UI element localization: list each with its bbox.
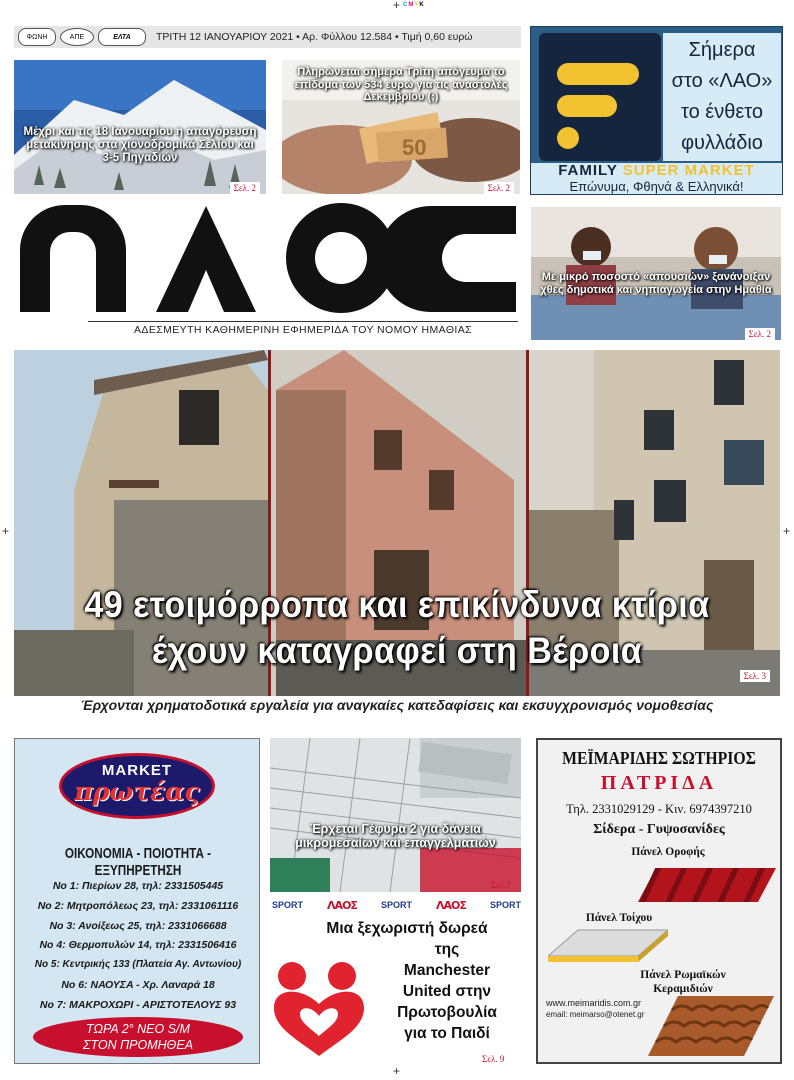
roof-panel-image [638, 862, 776, 914]
ad-line-1: Σήμερα [688, 39, 756, 61]
manu-line: United στην [402, 983, 492, 1000]
store-line: Νο 7: ΜΑΚΡΟΧΩΡΙ - ΑΡΙΣΤΟΤΕΛΟΥΣ 93 [39, 999, 237, 1011]
proteas-logo [59, 753, 215, 819]
manu-line: για το Παιδί [404, 1025, 490, 1042]
school-page-ref: Σελ. 2 [745, 328, 775, 340]
elta-logo: ΕΛΤΑ [98, 28, 146, 46]
crop-mark-top: + [393, 0, 401, 12]
lao-logo [16, 200, 523, 318]
store-line: Νο 3: Ανοίξεως 25, τηλ: 2331066688 [49, 920, 227, 932]
meimar-email[interactable]: email: meimarso@otenet.gr [546, 1010, 645, 1019]
money-story[interactable] [282, 60, 520, 194]
main-headline-line-2: έχουν καταγραφεί στη Βέροια [151, 630, 643, 671]
gefyra-caption: Έρχεται Γέφυρα 2 για δάνεια μικρομεσαίων και επαγγελματιών [295, 822, 496, 851]
wall-panel-image [548, 926, 668, 966]
panel-tile-line-1: Πάνελ Ρωμαϊκών [640, 969, 726, 981]
masthead[interactable] [16, 200, 523, 340]
family-brand-b: SUPER MARKET [622, 162, 755, 179]
ad-line-3: το ένθετο [681, 101, 763, 123]
manu-line: Manchester [403, 962, 491, 979]
store-line: Νο 6: ΝΑΟΥΣΑ - Χρ. Λαναρά 18 [61, 979, 215, 991]
money-caption: Πληρώνεται σήμερα Τρίτη απόγευμα το επίδομα των 534 ευρώ για τις αναστολές Δεκεμβρίου (;) [294, 66, 508, 104]
heart-icon [270, 958, 368, 1058]
family-logo-box [539, 33, 661, 161]
crop-mark-right: + [783, 524, 791, 538]
family-f-icon [539, 33, 661, 161]
store-line: Νο 2: Μητροπόλεως 23, τηλ: 2331061116 [37, 900, 239, 912]
crop-mark-left: + [2, 524, 10, 538]
svg-text:50: 50 [402, 135, 427, 160]
main-page-ref: Σελ. 3 [740, 670, 770, 682]
main-headline [45, 582, 750, 674]
meimar-products: Σίδερα - Γυψοσανίδες [593, 822, 725, 837]
market-badge: MARKET [101, 762, 173, 779]
dateline: ΤΡΙΤΗ 12 ΙΑΝΟΥΑΡΙΟΥ 2021 • Αρ. Φύλλου 12.584 • Τιμή 0,60 ευρώ [156, 31, 473, 43]
panel-wall-label: Πάνελ Τοίχου [585, 912, 653, 924]
main-story[interactable] [14, 350, 780, 696]
ad-line-4: φυλλάδιο [681, 132, 763, 154]
ski-story[interactable] [14, 60, 266, 194]
sport-label: SPORT [380, 900, 412, 910]
panel-tile-label [588, 968, 778, 996]
proteas-market-ad[interactable] [14, 738, 260, 1064]
roof-tile-image [648, 996, 774, 1060]
cmyk-strip: CMYK [403, 2, 425, 8]
initiative-heart-icon [270, 958, 368, 1058]
manu-line: Πρωτοβουλία [397, 1004, 497, 1021]
new-store-promo [33, 1017, 243, 1057]
family-brand-strip [531, 163, 782, 194]
issue-info-bar [14, 26, 521, 48]
promo-line-2: ΣΤΟΝ ΠΡΟΜΗΘΕΑ [82, 1038, 194, 1052]
sport-bar[interactable] [272, 897, 521, 913]
manu-page-ref: Σελ. 9 [482, 1054, 505, 1064]
manu-line: Μια ξεχωριστή δωρεά [326, 920, 488, 937]
meimar-web[interactable]: www.meimaridis.com.gr [546, 998, 642, 1008]
main-subhead: Έρχονται χρηματοδοτικά εργαλεία για αναγκαίες κατεδαφίσεις και εκσυγχρονισμός νομοθεσίας [80, 697, 714, 713]
family-brand-a: FAMILY [558, 162, 618, 179]
meimaridis-ad[interactable] [536, 738, 782, 1064]
store-line: Νο 5: Κεντρικής 133 (Πλατεία Αγ. Αντωνίου) [34, 959, 242, 970]
school-caption: Με μικρό ποσοστό «απουσιών» ξανάνοιξαν χθες δημοτικά και νηπιαγωγεία στην Ημαθία [540, 271, 772, 296]
family-ad-text [663, 33, 781, 161]
ad-line-2: στο «ΛΑΟ» [671, 70, 773, 92]
sport-label: SPORT [489, 900, 521, 910]
gefyra-story[interactable] [270, 738, 521, 892]
partner-logo: ΦΩΝΗ [18, 28, 56, 46]
meimar-phones: Τηλ. 2331029129 - Κιν. 6974397210 [566, 802, 752, 816]
family-slogan: Επώνυμα, Φθηνά & Ελληνικά! [569, 179, 744, 194]
promo-line-1: ΤΩΡΑ 2° ΝΕΟ S/M [86, 1022, 190, 1036]
proteas-brand: πρωτέας [74, 777, 200, 806]
sport-lao-logo: ΛΑΟΣ [327, 898, 357, 912]
ski-page-ref: Σελ. 2 [230, 182, 260, 194]
masthead-subtitle: ΑΔΕΣΜΕΥΤΗ ΚΑΘΗΜΕΡΙΝΗ ΕΦΗΜΕΡΙΔΑ ΤΟΥ ΝΟΜΟΥ ΗΜΑΘΙΑΣ [88, 321, 518, 336]
ski-caption: Μέχρι και τις 18 Ιανουαρίου η απαγόρευση μετακίνησης στα χιονοδρομικά Σελίου και 3-5 Πηγαδιών [23, 126, 257, 165]
manu-line: της [434, 941, 460, 958]
market-tagline: ΟΙΚΟΝΟΜΙΑ - ΠΟΙΟΤΗΤΑ - ΕΞΥΠΗΡΕΤΗΣΗ [64, 845, 212, 879]
school-story[interactable] [531, 207, 781, 340]
family-supermarket-ad[interactable] [530, 26, 783, 195]
sport-lao-logo: ΛΑΟΣ [436, 898, 466, 912]
meimar-name: ΜΕΪΜΑΡΙΔΗΣ ΣΩΤΗΡΙΟΣ [562, 748, 756, 768]
money-page-ref: Σελ. 2 [484, 182, 514, 194]
gefyra-page-ref: Σελ.7 [490, 880, 511, 890]
store-line: Νο 4: Θερμοπυλών 14, τηλ: 2331506416 [39, 939, 237, 951]
panel-tile-line-2: Κεραμιδιών [653, 983, 713, 995]
ape-logo: ΑΠΕ [60, 28, 94, 46]
crop-mark-bottom: + [393, 1064, 401, 1078]
store-line: Νο 1: Πιερίων 28, τηλ: 2331505445 [52, 880, 224, 892]
panel-roof-label: Πάνελ Οροφής [631, 846, 705, 858]
gefyra-photo [270, 738, 521, 892]
meimar-place: ΠΑΤΡΙΔΑ [600, 772, 718, 794]
main-headline-line-1: 49 ετοιμόρροπα και επικίνδυνα κτίρια [84, 584, 710, 625]
sport-label: SPORT [272, 900, 304, 910]
manu-story[interactable] [326, 918, 522, 1044]
